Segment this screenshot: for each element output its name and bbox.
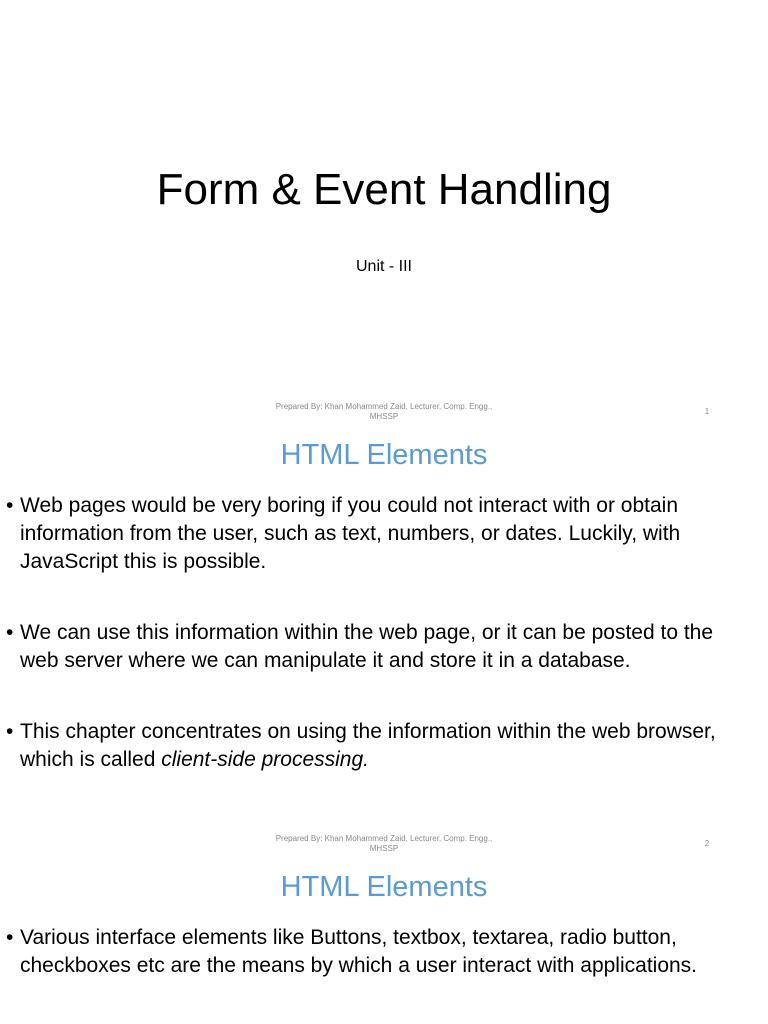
bullet-item — [6, 492, 756, 576]
bullet-icon: • — [6, 494, 14, 517]
slide-number: 1 — [704, 407, 710, 416]
slide-footer — [260, 402, 508, 423]
bullet-text: Various interface elements like Buttons, textbox, textarea, radio button, checkboxes etc are the means by which a user interact with applications. — [20, 926, 698, 977]
bullet-text: We can use this information within the web page, or it can be posted to the web server where we can manipulate it and store it in a database. — [20, 621, 714, 672]
bullet-icon: • — [6, 720, 14, 743]
footer-author: Prepared By: Khan Mohammed Zaid, Lecturer, Comp. Engg., — [275, 402, 493, 411]
bullet-item — [6, 619, 756, 675]
bullet-icon: • — [6, 926, 14, 949]
bullet-text: This chapter concentrates on using the information within the web browser, which is called — [20, 720, 716, 771]
footer-author: Prepared By: Khan Mohammed Zaid, Lecturer, Comp. Engg., — [275, 834, 493, 843]
slide-2 — [0, 432, 768, 864]
slide-title: Form & Event Handling — [156, 165, 612, 214]
slide-1 — [0, 0, 768, 432]
bullet-icon: • — [6, 621, 14, 644]
bullet-item — [6, 924, 756, 980]
bullet-emphasis: client-side processing. — [161, 748, 369, 771]
slide-3 — [0, 864, 768, 1024]
slide-subtitle: Unit - III — [355, 258, 412, 275]
slide-heading: HTML Elements — [280, 871, 488, 903]
bullet-text: Web pages would be very boring if you could not interact with or obtain information from the user, such as text, numbers, or dates. Luckily, with JavaScript this is possible. — [20, 494, 681, 573]
slide-number: 2 — [704, 839, 710, 848]
bullet-list — [6, 492, 756, 774]
footer-institute: MHSSP — [369, 844, 399, 854]
footer-institute: MHSSP — [369, 412, 399, 422]
slide-footer — [260, 834, 508, 855]
bullet-list — [6, 924, 756, 980]
slide-heading: HTML Elements — [280, 439, 488, 471]
bullet-item — [6, 718, 756, 774]
